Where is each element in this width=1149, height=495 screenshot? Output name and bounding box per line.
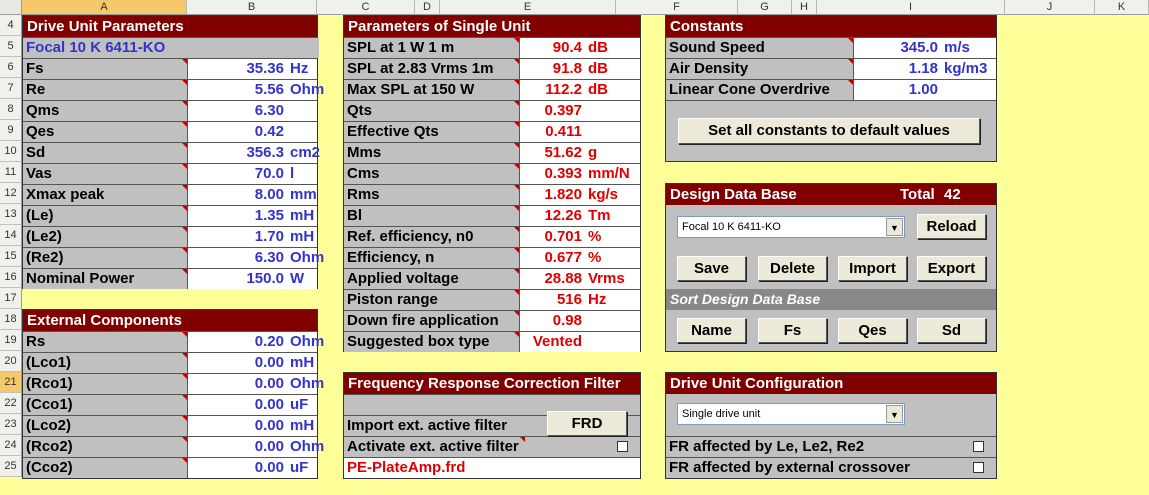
column-header[interactable]: F	[616, 0, 738, 15]
param-label: Qts	[344, 101, 520, 121]
param-label: Efficiency, n	[344, 248, 520, 268]
chevron-down-icon[interactable]: ▼	[886, 405, 903, 423]
param-label: Qes	[23, 122, 188, 142]
param-value: 356.3	[246, 144, 284, 161]
reload-button[interactable]: Reload	[917, 214, 986, 239]
configuration-header: Drive Unit Configuration	[666, 373, 996, 394]
param-value: 0.00	[254, 438, 284, 455]
comment-marker-icon	[514, 185, 519, 190]
row-header[interactable]: 14	[0, 225, 22, 246]
param-label: (Le2)	[23, 227, 188, 247]
design-db-total-label: Total	[900, 186, 935, 203]
save-button[interactable]: Save	[677, 256, 746, 281]
param-label: Applied voltage	[344, 269, 520, 289]
param-row	[344, 205, 640, 226]
param-row	[23, 205, 317, 226]
drive-unit-model[interactable]: Focal 10 K 6411-KO	[23, 38, 319, 58]
param-unit: Ohm	[290, 333, 325, 350]
row-header[interactable]: 17	[0, 288, 22, 309]
fr-le-row	[666, 436, 996, 457]
sort-qes-button[interactable]: Qes	[838, 318, 907, 343]
param-label: Linear Cone Overdrive	[666, 80, 854, 100]
param-unit: Ohm	[290, 249, 325, 266]
param-value: 35.36	[246, 60, 284, 77]
param-value: 516	[556, 291, 582, 308]
param-unit: mm	[290, 186, 317, 203]
drive-unit-header: Drive Unit Parameters	[23, 16, 317, 37]
row-header[interactable]: 15	[0, 246, 22, 267]
param-value: 0.701	[544, 228, 582, 245]
param-value: 0.00	[254, 354, 284, 371]
param-label: Re	[23, 80, 188, 100]
param-value-cell[interactable]	[188, 458, 317, 478]
param-value: 5.56	[254, 81, 284, 98]
comment-marker-icon	[182, 458, 187, 463]
param-value-cell[interactable]	[520, 248, 640, 268]
param-value: 8.00	[254, 186, 284, 203]
param-label: Sd	[23, 143, 188, 163]
param-label: Sound Speed	[666, 38, 854, 58]
param-value: 0.00	[254, 417, 284, 434]
param-value-cell[interactable]	[520, 59, 640, 79]
row-header[interactable]: 7	[0, 78, 22, 99]
param-value: 0.393	[544, 165, 582, 182]
param-row	[344, 247, 640, 268]
configuration-select[interactable]	[677, 403, 905, 425]
activate-filter-label: Activate ext. active filter	[344, 437, 640, 457]
comment-marker-icon	[182, 143, 187, 148]
param-value: 6.30	[254, 102, 284, 119]
param-value-cell[interactable]	[854, 38, 996, 58]
delete-button[interactable]: Delete	[758, 256, 827, 281]
param-value: 0.42	[254, 123, 284, 140]
comment-marker-icon	[848, 38, 853, 43]
design-db-header	[666, 184, 996, 205]
param-value-cell[interactable]	[520, 290, 640, 310]
drive-unit-model-row	[23, 37, 317, 58]
drive-unit-panel	[22, 15, 325, 289]
param-row	[23, 415, 317, 436]
constants-panel	[665, 15, 997, 162]
param-row	[23, 226, 317, 247]
param-value-cell[interactable]	[520, 143, 640, 163]
param-row	[23, 457, 317, 478]
param-row	[23, 331, 325, 352]
param-label: SPL at 1 W 1 m	[344, 38, 520, 58]
row-header[interactable]: 12	[0, 183, 22, 204]
param-value: 12.26	[544, 207, 582, 224]
param-value-cell[interactable]	[188, 227, 317, 247]
param-unit: Ohm	[290, 375, 325, 392]
param-row	[23, 58, 317, 79]
param-unit: W	[290, 270, 305, 287]
sort-db-header: Sort Design Data Base	[666, 289, 996, 310]
param-label: Bl	[344, 206, 520, 226]
param-value: 6.30	[254, 249, 284, 266]
param-label: (Re2)	[23, 248, 188, 268]
param-row	[666, 58, 996, 79]
param-row	[344, 163, 640, 184]
param-label: Piston range	[344, 290, 520, 310]
param-label: Effective Qts	[344, 122, 520, 142]
param-row	[23, 100, 317, 121]
param-unit: dB	[588, 60, 608, 77]
comment-marker-icon	[182, 332, 187, 337]
param-value: 1.18	[908, 60, 938, 77]
row-header[interactable]: 21	[0, 372, 22, 393]
param-value-cell[interactable]	[520, 164, 640, 184]
comment-marker-icon	[514, 38, 519, 43]
single-unit-panel	[343, 15, 641, 352]
param-row	[23, 163, 317, 184]
param-unit: uF	[290, 396, 309, 413]
comment-marker-icon	[182, 59, 187, 64]
comment-marker-icon	[514, 290, 519, 295]
param-value-cell[interactable]	[520, 311, 640, 331]
param-unit: mm/N	[588, 165, 630, 182]
column-header[interactable]: G	[738, 0, 792, 15]
param-label: Suggested box type	[344, 332, 520, 352]
param-value: 0.397	[544, 102, 582, 119]
filter-filename-row	[344, 457, 640, 479]
row-header[interactable]: 22	[0, 393, 22, 414]
param-value-cell[interactable]	[188, 437, 325, 457]
param-unit: l	[290, 165, 295, 182]
comment-marker-icon	[182, 80, 187, 85]
param-unit: uF	[290, 459, 309, 476]
fr-le-label: FR affected by Le, Le2, Re2	[666, 437, 996, 457]
param-row	[344, 268, 640, 289]
comment-marker-icon	[182, 248, 187, 253]
param-label: (Cco2)	[23, 458, 188, 478]
param-value-cell[interactable]	[520, 332, 640, 352]
param-unit: Hz	[588, 291, 607, 308]
column-header[interactable]: B	[187, 0, 317, 15]
param-value-cell[interactable]	[188, 353, 317, 373]
comment-marker-icon	[514, 269, 519, 274]
activate-filter-checkbox[interactable]	[617, 441, 628, 452]
param-row	[23, 373, 325, 394]
param-label: Xmax peak	[23, 185, 188, 205]
row-header[interactable]: 9	[0, 120, 22, 141]
param-value: 1.00	[908, 81, 938, 98]
design-db-selected: Focal 10 K 6411-KO	[682, 221, 781, 233]
param-unit: m/s	[944, 39, 970, 56]
param-row	[344, 142, 640, 163]
param-value-cell[interactable]	[520, 206, 640, 226]
param-value-cell[interactable]	[188, 185, 317, 205]
design-db-title: Design Data Base	[670, 186, 797, 203]
column-header[interactable]: I	[817, 0, 1005, 15]
param-row	[23, 247, 325, 268]
param-row	[344, 310, 640, 331]
param-value: 0.00	[254, 375, 284, 392]
param-row	[23, 184, 317, 205]
param-row	[23, 352, 317, 373]
external-components-panel	[22, 309, 325, 479]
row-header[interactable]: 19	[0, 330, 22, 351]
param-row	[23, 268, 317, 289]
comment-marker-icon	[520, 437, 525, 442]
param-unit: %	[588, 249, 602, 266]
param-label: Air Density	[666, 59, 854, 79]
param-value: 112.2	[545, 81, 582, 98]
param-value-cell[interactable]	[188, 59, 317, 79]
param-unit: Ohm	[290, 81, 325, 98]
param-unit: cm2	[290, 144, 321, 161]
frd-button[interactable]: FRD	[547, 411, 627, 436]
param-row	[344, 184, 640, 205]
row-header[interactable]: 13	[0, 204, 22, 225]
param-label: Down fire application	[344, 311, 520, 331]
chevron-down-icon[interactable]: ▼	[886, 218, 903, 236]
row-header[interactable]: 4	[0, 15, 22, 36]
param-value: 0.411	[545, 123, 582, 140]
param-row	[666, 37, 996, 58]
import-filter-label: Import ext. active filter	[344, 416, 640, 436]
comment-marker-icon	[182, 395, 187, 400]
fr-crossover-checkbox[interactable]	[973, 462, 984, 473]
param-row	[23, 436, 325, 457]
param-value-cell[interactable]	[188, 206, 317, 226]
column-header[interactable]: D	[415, 0, 440, 15]
column-header[interactable]: E	[440, 0, 616, 15]
single-unit-header: Parameters of Single Unit	[344, 16, 640, 37]
param-unit: mH	[290, 207, 315, 224]
sort-fs-button[interactable]: Fs	[758, 318, 827, 343]
param-value-cell[interactable]	[188, 395, 317, 415]
freq-filter-panel	[343, 372, 641, 479]
param-value-cell[interactable]	[520, 227, 640, 247]
row-header[interactable]: 20	[0, 351, 22, 372]
param-label: Nominal Power	[23, 269, 188, 289]
configuration-panel	[665, 372, 997, 479]
comment-marker-icon	[848, 59, 853, 64]
param-value: 0.00	[254, 396, 284, 413]
comment-marker-icon	[182, 269, 187, 274]
param-value-cell[interactable]	[188, 143, 321, 163]
param-unit: Hz	[290, 60, 309, 77]
param-unit: dB	[588, 81, 608, 98]
comment-marker-icon	[514, 80, 519, 85]
param-label: Qms	[23, 101, 188, 121]
comment-marker-icon	[182, 185, 187, 190]
fr-le-checkbox[interactable]	[973, 441, 984, 452]
comment-marker-icon	[182, 437, 187, 442]
comment-marker-icon	[848, 80, 853, 85]
param-value-cell[interactable]	[188, 248, 325, 268]
param-label: Cms	[344, 164, 520, 184]
comment-marker-icon	[514, 227, 519, 232]
comment-marker-icon	[514, 59, 519, 64]
column-header[interactable]: C	[317, 0, 415, 15]
fr-crossover-label: FR affected by external crossover	[666, 458, 996, 478]
param-value-cell[interactable]	[188, 269, 317, 289]
set-defaults-button[interactable]: Set all constants to default values	[678, 118, 980, 144]
param-row	[23, 394, 317, 415]
freq-filter-header: Frequency Response Correction Filter	[344, 373, 640, 394]
row-header[interactable]: 18	[0, 309, 22, 330]
param-value-cell[interactable]	[188, 164, 317, 184]
param-value-cell[interactable]	[188, 101, 317, 121]
row-header[interactable]: 10	[0, 141, 22, 162]
param-value-cell[interactable]	[520, 80, 640, 100]
activate-filter-row	[344, 436, 640, 457]
design-db-panel	[665, 183, 997, 352]
param-label: (Lco1)	[23, 353, 188, 373]
param-unit: mH	[290, 417, 315, 434]
comment-marker-icon	[182, 227, 187, 232]
comment-marker-icon	[514, 206, 519, 211]
param-row	[344, 289, 640, 310]
design-db-select[interactable]	[677, 216, 905, 238]
comment-marker-icon	[182, 374, 187, 379]
param-row	[344, 100, 640, 121]
param-value-cell[interactable]	[520, 185, 640, 205]
comment-marker-icon	[514, 332, 519, 337]
param-label: (Cco1)	[23, 395, 188, 415]
row-header[interactable]: 6	[0, 57, 22, 78]
row-header[interactable]: 25	[0, 456, 22, 477]
param-value: 90.4	[552, 39, 582, 56]
param-label: (Rco1)	[23, 374, 188, 394]
param-value: 70.0	[254, 165, 284, 182]
row-header[interactable]: 16	[0, 267, 22, 288]
import-button[interactable]: Import	[838, 256, 907, 281]
param-unit: %	[588, 228, 602, 245]
select-all-corner[interactable]	[0, 0, 22, 15]
param-value-cell[interactable]	[188, 332, 325, 352]
param-value: 1.35	[254, 207, 284, 224]
param-value-cell[interactable]	[520, 38, 640, 58]
param-unit: mH	[290, 354, 315, 371]
param-label: SPL at 2.83 Vrms 1m	[344, 59, 520, 79]
param-row	[344, 121, 640, 142]
param-unit: dB	[588, 39, 608, 56]
param-value: 150.0	[246, 270, 284, 287]
design-db-total-value: 42	[944, 186, 961, 203]
comment-marker-icon	[514, 164, 519, 169]
comment-marker-icon	[514, 143, 519, 148]
param-value-cell[interactable]	[854, 59, 996, 79]
param-value: 0.677	[544, 249, 582, 266]
param-value: 28.88	[544, 270, 582, 287]
configuration-selected: Single drive unit	[682, 408, 761, 420]
param-row	[344, 58, 640, 79]
param-value-cell[interactable]	[188, 374, 325, 394]
param-label: Ref. efficiency, n0	[344, 227, 520, 247]
param-value: 51.62	[544, 144, 582, 161]
external-components-header: External Components	[23, 310, 317, 331]
fr-crossover-row	[666, 457, 996, 479]
param-value-cell[interactable]	[188, 122, 317, 142]
param-unit: Tm	[588, 207, 611, 224]
param-label: Fs	[23, 59, 188, 79]
param-row	[344, 79, 640, 100]
param-value-cell[interactable]	[520, 269, 640, 289]
row-header[interactable]: 24	[0, 435, 22, 456]
param-unit: g	[588, 144, 598, 161]
param-unit: Ohm	[290, 438, 325, 455]
param-unit: mH	[290, 228, 315, 245]
param-row	[23, 142, 321, 163]
export-button[interactable]: Export	[917, 256, 986, 281]
param-row	[344, 331, 640, 352]
comment-marker-icon	[514, 101, 519, 106]
row-header[interactable]: 8	[0, 99, 22, 120]
param-value: 0.00	[254, 459, 284, 476]
param-row	[23, 79, 325, 100]
param-value: 0.20	[254, 333, 284, 350]
param-row	[344, 37, 640, 58]
comment-marker-icon	[514, 311, 519, 316]
param-label: Mms	[344, 143, 520, 163]
param-row	[23, 121, 317, 142]
param-value-cell[interactable]	[188, 416, 317, 436]
comment-marker-icon	[514, 122, 519, 127]
param-label: Rms	[344, 185, 520, 205]
comment-marker-icon	[182, 122, 187, 127]
row-header[interactable]: 23	[0, 414, 22, 435]
param-label: (Lco2)	[23, 416, 188, 436]
column-header[interactable]: A	[22, 0, 187, 15]
constants-header: Constants	[666, 16, 996, 37]
comment-marker-icon	[514, 248, 519, 253]
param-label: Rs	[23, 332, 188, 352]
param-unit: kg/s	[588, 186, 619, 203]
sort-name-button[interactable]: Name	[677, 318, 746, 343]
column-header[interactable]: K	[1095, 0, 1149, 15]
comment-marker-icon	[182, 416, 187, 421]
comment-marker-icon	[182, 164, 187, 169]
param-unit: Vrms	[588, 270, 625, 287]
param-value: Vented	[532, 333, 582, 350]
param-value-cell[interactable]	[520, 122, 640, 142]
param-value-cell[interactable]	[188, 80, 325, 100]
param-value: 0.98	[552, 312, 582, 329]
param-label: Max SPL at 150 W	[344, 80, 520, 100]
filter-filename[interactable]: PE-PlateAmp.frd	[344, 458, 640, 478]
row-header[interactable]: 5	[0, 36, 22, 57]
param-value-cell[interactable]	[520, 101, 640, 121]
param-label: Vas	[23, 164, 188, 184]
sort-sd-button[interactable]: Sd	[917, 318, 986, 343]
param-value: 1.70	[254, 228, 284, 245]
param-value: 1.820	[544, 186, 582, 203]
param-value-cell[interactable]	[854, 80, 996, 100]
param-row	[344, 226, 640, 247]
comment-marker-icon	[182, 206, 187, 211]
param-unit: kg/m3	[944, 60, 988, 77]
comment-marker-icon	[182, 353, 187, 358]
param-label: (Rco2)	[23, 437, 188, 457]
column-header[interactable]: H	[792, 0, 817, 15]
column-header[interactable]: J	[1005, 0, 1095, 15]
param-value: 345.0	[900, 39, 938, 56]
param-value: 91.8	[552, 60, 582, 77]
param-label: (Le)	[23, 206, 188, 226]
comment-marker-icon	[182, 101, 187, 106]
row-header[interactable]: 11	[0, 162, 22, 183]
param-row	[666, 79, 996, 100]
